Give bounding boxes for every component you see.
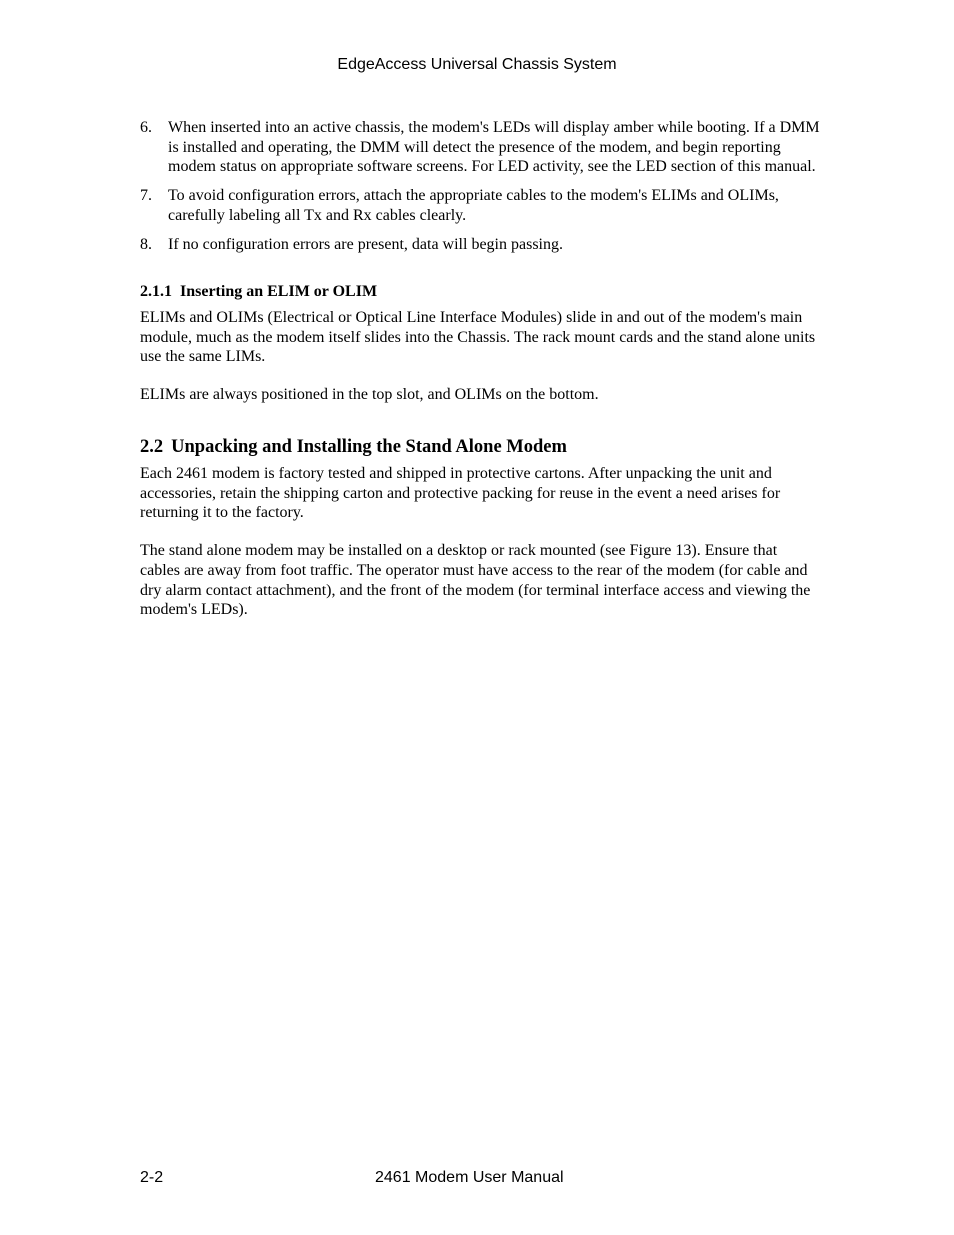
subsection-title: Inserting an ELIM or OLIM (180, 282, 378, 300)
list-item-number: 8. (140, 235, 152, 253)
list-item (140, 235, 820, 255)
section-title: Unpacking and Installing the Stand Alone Modem (171, 437, 567, 458)
document-body (140, 118, 820, 638)
paragraph: Each 2461 modem is factory tested and shipped in protective cartons. After unpacking the unit and accessories, retain the shipping carton and protective packing for reuse in the event a need arises for returning it to the factory. (140, 465, 781, 522)
paragraph: The stand alone modem may be installed on a desktop or rack mounted (see Figure 13). Ensure that cables are away from foot traffic. The operator must have access to the rear of the modem (for cable and dry alarm contact attachment), and the front of the modem (for terminal interface access and viewing the modem's LEDs). (140, 542, 811, 619)
footer-title: 2461 Modem User Manual (375, 1169, 564, 1186)
list-item (140, 186, 820, 225)
list-item-number: 7. (140, 187, 152, 205)
numbered-list (140, 118, 820, 255)
subsection-number: 2.1.1 (140, 282, 172, 300)
subsection-heading (140, 282, 820, 302)
list-item (140, 118, 820, 177)
section-heading (140, 436, 820, 458)
section-number: 2.2 (140, 437, 164, 458)
list-item-number: 6. (140, 119, 152, 136)
list-item-text: To avoid configuration errors, attach the appropriate cables to the modem's ELIMs and OLIMs, carefully labeling all Tx and Rx cables clearly. (168, 187, 779, 224)
page-number: 2-2 (140, 1169, 164, 1186)
paragraph: ELIMs and OLIMs (Electrical or Optical Line Interface Modules) slide in and out of the modem's main module, much as the modem itself slides into the Chassis. The rack mount cards and the stand alone units use the same LIMs. (140, 309, 816, 366)
list-item-text: If no configuration errors are present, data will begin passing. (168, 235, 563, 253)
paragraph: ELIMs are always positioned in the top slot, and OLIMs on the bottom. (140, 386, 599, 404)
page-header: EdgeAccess Universal Chassis System (337, 56, 617, 73)
list-item-text: When inserted into an active chassis, the modem's LEDs will display amber while booting. If a DMM is installed and operating, the DMM will detect the presence of the modem, and begin reporting modem status on appropriate software screens. For LED activity, see the LED section of this manual. (168, 119, 820, 176)
